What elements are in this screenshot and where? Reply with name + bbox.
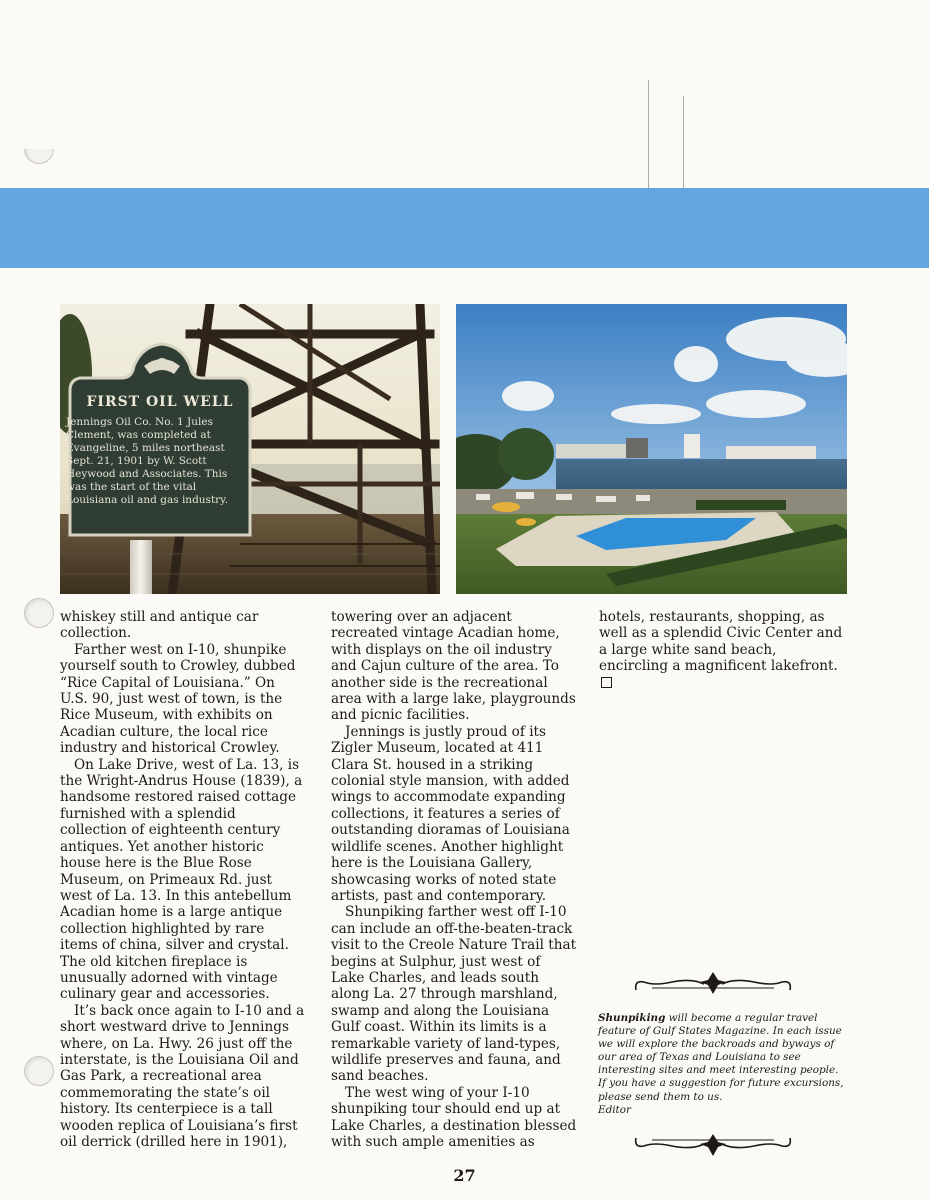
article-column-3: [599, 609, 849, 691]
note-lead: Shunpiking: [598, 1012, 666, 1024]
marker-inscription: Jennings Oil Co. No. 1 Jules Clement, was completed at Evangeline, 5 miles northeast Sept. 21, 1901 by W. Scott Heywood and Associates. This was the start of the vital Louisiana oil and gas industry.: [66, 416, 229, 506]
flourish-ornament-icon: [632, 1130, 794, 1158]
article-column-1: [60, 609, 306, 1150]
paragraph: It’s back once again to I-10 and a short westward drive to Jennings where, on La. Hwy. 26 just off the interstate, is the Louisiana Oil and Gas Park, a recreational area commemorating the state’s oil history. Its centerpiece is a tall wooden replica of Louisiana’s first oil derrick (drilled here in 1901),: [60, 1002, 305, 1150]
scan-artifact-line: [648, 80, 649, 188]
flourish-ornament-icon: [632, 970, 794, 998]
paragraph: Shunpiking farther west off I-10 can include an off-the-beaten-track visit to the Creole Nature Trail that begins at Sulphur, just west of Lake Charles, and leads south along La. 27 through marshland, swamp and along the Louisiana Gulf coast. Within its limits is a remarkable variety of land-types, wildlife preserves and fauna, and sand beaches.: [331, 904, 577, 1085]
page-number: 27: [453, 1166, 476, 1185]
paragraph: whiskey still and antique car collection.: [60, 609, 259, 642]
article-column-2: [331, 609, 577, 1150]
marker-post: [130, 540, 152, 594]
paragraph: towering over an adjacent recreated vintage Acadian home, with displays on the oil industry and Cajun culture of the area. To another side is the recreational area with a large lake, playgrounds and picnic facilities.: [331, 609, 576, 724]
paragraph-end: [599, 609, 849, 691]
paragraph: The west wing of your I-10 shunpiking tour should end up at Lake Charles, a destination blessed with such ample amenities as: [331, 1084, 577, 1150]
note-signature: Editor: [598, 1103, 631, 1116]
punch-hole: [24, 1056, 54, 1086]
note-text: will become a regular travel feature of Gulf States Magazine. In each issue we will explore the backroads and byways of our area of Texas and Louisiana to see interesting sites and meet interesting people. If you have a suggestion for future excursions, please send them to us.: [598, 1012, 844, 1103]
blue-header-band: [0, 188, 929, 268]
scan-artifact-line: [683, 96, 684, 188]
paragraph: hotels, restaurants, shopping, as well as a splendid Civic Center and a large white sand beach, encircling a magnificent lakefront.: [599, 609, 843, 675]
marker-title: FIRST OIL WELL: [86, 394, 234, 410]
punch-hole: [24, 134, 54, 164]
paragraph: Farther west on I-10, shunpike yourself south to Crowley, dubbed “Rice Capital of Louisiana.” On U.S. 90, just west of town, is the Rice Museum, with exhibits on Acadian culture, the local rice industry and historical Crowley.: [60, 641, 296, 757]
paragraph: On Lake Drive, west of La. 13, is the Wright-Andrus House (1839), a handsome restored raised cottage furnished with a splendid collection of eighteenth century antiques. Yet another historic house here is the Blue Rose Museum, on Primeaux Rd. just west of La. 13. In this antebellum Acadian home is a large antique collection highlighted by rare items of china, silver and crystal. The old kitchen fireplace is unusually adorned with vintage culinary gear and accessories.: [60, 756, 303, 1003]
lake-charles-photo: [456, 304, 847, 594]
paragraph: Jennings is justly proud of its Zigler Museum, located at 411 Clara St. housed in a striking colonial style mansion, with added wings to accommodate expanding collections, it features a series of outstanding dioramas of Louisiana wildlife scenes. Another highlight here is the Louisiana Gallery, showcasing works of noted state artists, past and contemporary.: [331, 723, 570, 904]
punch-hole: [24, 598, 54, 628]
editor-note: [598, 1012, 848, 1117]
end-mark-icon: [601, 677, 612, 688]
